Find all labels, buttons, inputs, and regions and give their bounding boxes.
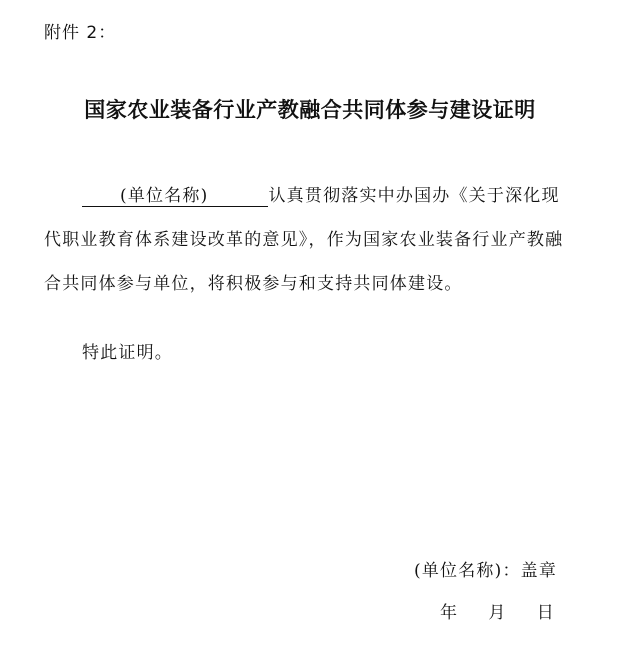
closing-text: 特此证明。	[82, 343, 173, 363]
attachment-label: 附件 2：	[44, 23, 117, 43]
document-title: 国家农业装备行业产教融合共同体参与建设证明	[84, 98, 536, 122]
unit-name-blank: (单位名称)	[82, 186, 268, 207]
certificate-body	[44, 174, 564, 306]
date-line: 年 月 日	[440, 603, 554, 623]
body-paragraph-text: 认真贯彻落实中办国办《关于深化现代职业教育体系建设改革的意见》，作为国家农业装备行业产教融合共同体参与单位，将积极参与和支持共同体建设。	[44, 186, 564, 294]
body-paragraph	[44, 174, 564, 306]
seal-line: (单位名称)：盖章	[414, 561, 558, 581]
